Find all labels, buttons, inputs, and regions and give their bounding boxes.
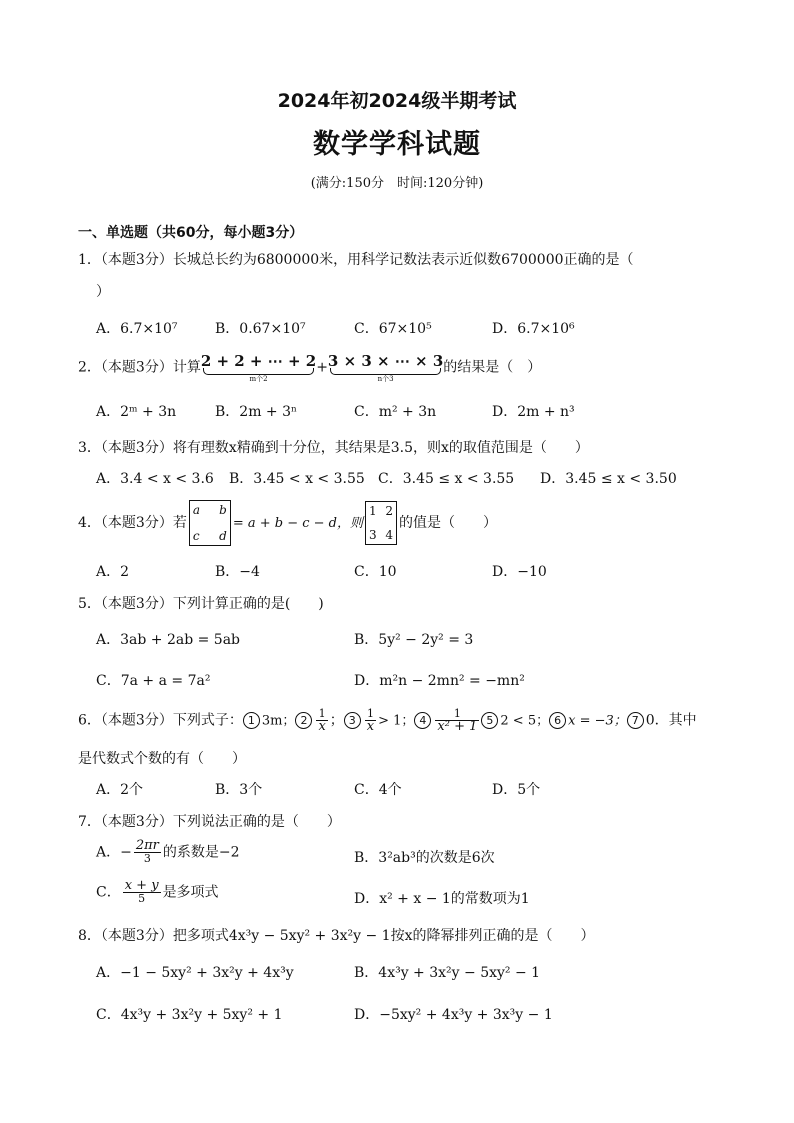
q1-option-c[interactable]: C．67×10⁵	[354, 321, 432, 337]
q7-c-label: C．	[96, 884, 121, 901]
section-heading: 一、单选题（共60分，每小题3分）	[78, 225, 304, 241]
subject-title: 数学学科试题	[313, 129, 481, 160]
q6-option-c[interactable]: C．4个	[354, 782, 402, 798]
q2-stem	[78, 352, 541, 383]
q6-option-a[interactable]: A．2个	[96, 782, 144, 798]
exam-info: (满分:150分 时间:120分钟)	[310, 176, 484, 191]
q6-item-4: $\frac{1}{\text{x² + 1}}$	[437, 707, 478, 734]
q5-option-d[interactable]: D．m²n − 2mn² = −mn²	[354, 673, 525, 689]
q4-option-d[interactable]: D．−10	[492, 564, 547, 580]
q1-option-b[interactable]: B．0.67×10⁷	[215, 321, 306, 337]
circled-6: 6	[549, 712, 566, 729]
q6-stem-cont: 是代数式个数的有（ ）	[78, 751, 246, 767]
q6-sep-2: ；	[329, 712, 344, 729]
q4-matrix-letters	[189, 500, 231, 546]
q3-option-a[interactable]: A．3.4 < x < 3.6	[96, 471, 214, 487]
matrix-1: 1	[369, 504, 377, 518]
q6-item-1: 3m；	[261, 713, 296, 729]
matrix-d: d	[219, 529, 227, 543]
q5-option-a[interactable]: A．3ab + 2ab = 5ab	[96, 632, 241, 648]
q4-option-a[interactable]: A．2	[96, 564, 130, 580]
q4-suffix: 的值是（ ）	[399, 515, 497, 531]
q2-sum-brace	[201, 352, 316, 383]
q8-option-b[interactable]: B．4x³y + 3x²y − 5xy² − 1	[354, 965, 541, 981]
q7-a-text: 的系数是−2	[162, 844, 240, 861]
q7-stem: 7．（本题3分）下列说法正确的是（ ）	[78, 814, 341, 830]
q3-option-b[interactable]: B．3.45 < x < 3.55	[229, 471, 365, 487]
q2-option-a[interactable]: A．2ᵐ + 3n	[96, 404, 177, 420]
q4-option-c[interactable]: C．10	[354, 564, 397, 580]
q4-option-b[interactable]: B．−4	[215, 564, 260, 580]
circled-1: 1	[243, 712, 260, 729]
q6-item-3: > 1；	[378, 713, 415, 729]
q7-a-frac: $\frac{2\pi r}{3}$	[135, 838, 159, 865]
circled-5: 5	[481, 712, 498, 729]
q2-prod-label: n个3	[377, 375, 394, 383]
q4-prefix: 4．（本题3分）若	[78, 515, 187, 531]
q2-option-b[interactable]: B．2m + 3ⁿ	[215, 404, 298, 420]
matrix-a: a	[192, 503, 200, 517]
q2-prod-brace	[328, 352, 443, 383]
q4-matrix-numbers	[365, 501, 397, 545]
q2-suffix: 的结果是（ ）	[443, 359, 542, 376]
circled-3: 3	[344, 712, 361, 729]
circled-4: 4	[414, 712, 431, 729]
q7-option-a[interactable]	[96, 840, 240, 865]
exam-title: 2024年初2024级半期考试	[277, 90, 517, 112]
q7-a-label: A．−	[96, 844, 132, 861]
q7-option-d[interactable]: D．x² + x − 1的常数项为1	[354, 891, 530, 907]
q7-option-c[interactable]	[96, 880, 219, 905]
q5-stem: 5．（本题3分）下列计算正确的是( )	[78, 596, 324, 612]
circled-2: 2	[295, 712, 312, 729]
q4-definition: = a + b − c − d，则	[232, 516, 363, 531]
q7-c-frac: $\frac{x + y}{5}$	[124, 878, 159, 905]
q2-prod: 3 × 3 × ⋯ × 3	[327, 352, 444, 370]
q1-stem: 1．（本题3分）长城总长约为6800000米，用科学记数法表示近似数6700000正确的是（	[78, 252, 634, 268]
q1-stem-cont: ）	[96, 284, 110, 300]
q2-option-d[interactable]: D．2m + n³	[492, 404, 575, 420]
q2-plus: +	[316, 359, 328, 376]
q6-item-5: 2 < 5；	[500, 713, 550, 729]
q8-option-c[interactable]: C．4x³y + 3x²y + 5xy² + 1	[96, 1007, 283, 1023]
q6-prefix: 6．（本题3分）下列式子：	[78, 712, 243, 729]
q4-stem	[78, 500, 497, 546]
q5-option-c[interactable]: C．7a + a = 7a²	[96, 673, 211, 689]
q1-option-a[interactable]: A．6.7×10⁷	[96, 321, 178, 337]
q2-sum-label: m个2	[249, 375, 268, 383]
q6-item-6: x = −3；	[568, 713, 627, 729]
q8-stem: 8．（本题3分）把多项式4x³y − 5xy² + 3x²y − 1按x的降幂排列正确的是（ ）	[78, 928, 595, 944]
matrix-c: c	[192, 529, 200, 543]
q6-option-b[interactable]: B．3个	[215, 782, 263, 798]
q6-option-d[interactable]: D．5个	[492, 782, 541, 798]
q6-item-7: 0．其中	[645, 712, 697, 729]
q2-option-c[interactable]: C．m² + 3n	[354, 404, 437, 420]
q6-item-2: $\frac{1}{x}$	[318, 707, 326, 734]
matrix-4: 4	[385, 528, 393, 542]
q7-c-text: 是多项式	[162, 884, 219, 901]
q6-stem	[78, 708, 697, 733]
matrix-2: 2	[385, 504, 393, 518]
matrix-b: b	[219, 503, 227, 517]
q5-option-b[interactable]: B．5y² − 2y² = 3	[354, 632, 474, 648]
q8-option-d[interactable]: D．−5xy² + 4x³y + 3x³y − 1	[354, 1007, 553, 1023]
q7-option-b[interactable]: B．3²ab³的次数是6次	[354, 850, 495, 866]
matrix-3: 3	[369, 528, 377, 542]
q2-sum: 2 + 2 + ⋯ + 2	[200, 352, 317, 370]
circled-7: 7	[627, 712, 644, 729]
q1-option-d[interactable]: D．6.7×10⁶	[492, 321, 575, 337]
q3-option-d[interactable]: D．3.45 ≤ x < 3.50	[540, 471, 677, 487]
q2-prefix: 2．（本题3分）计算	[78, 359, 201, 376]
q6-item-3-frac: $\frac{1}{x}$	[366, 707, 375, 734]
q8-option-a[interactable]: A．−1 − 5xy² + 3x²y + 4x³y	[96, 965, 294, 981]
q3-option-c[interactable]: C．3.45 ≤ x < 3.55	[378, 471, 515, 487]
q3-stem: 3．（本题3分）将有理数x精确到十分位，其结果是3.5，则x的取值范围是（ ）	[78, 440, 589, 456]
